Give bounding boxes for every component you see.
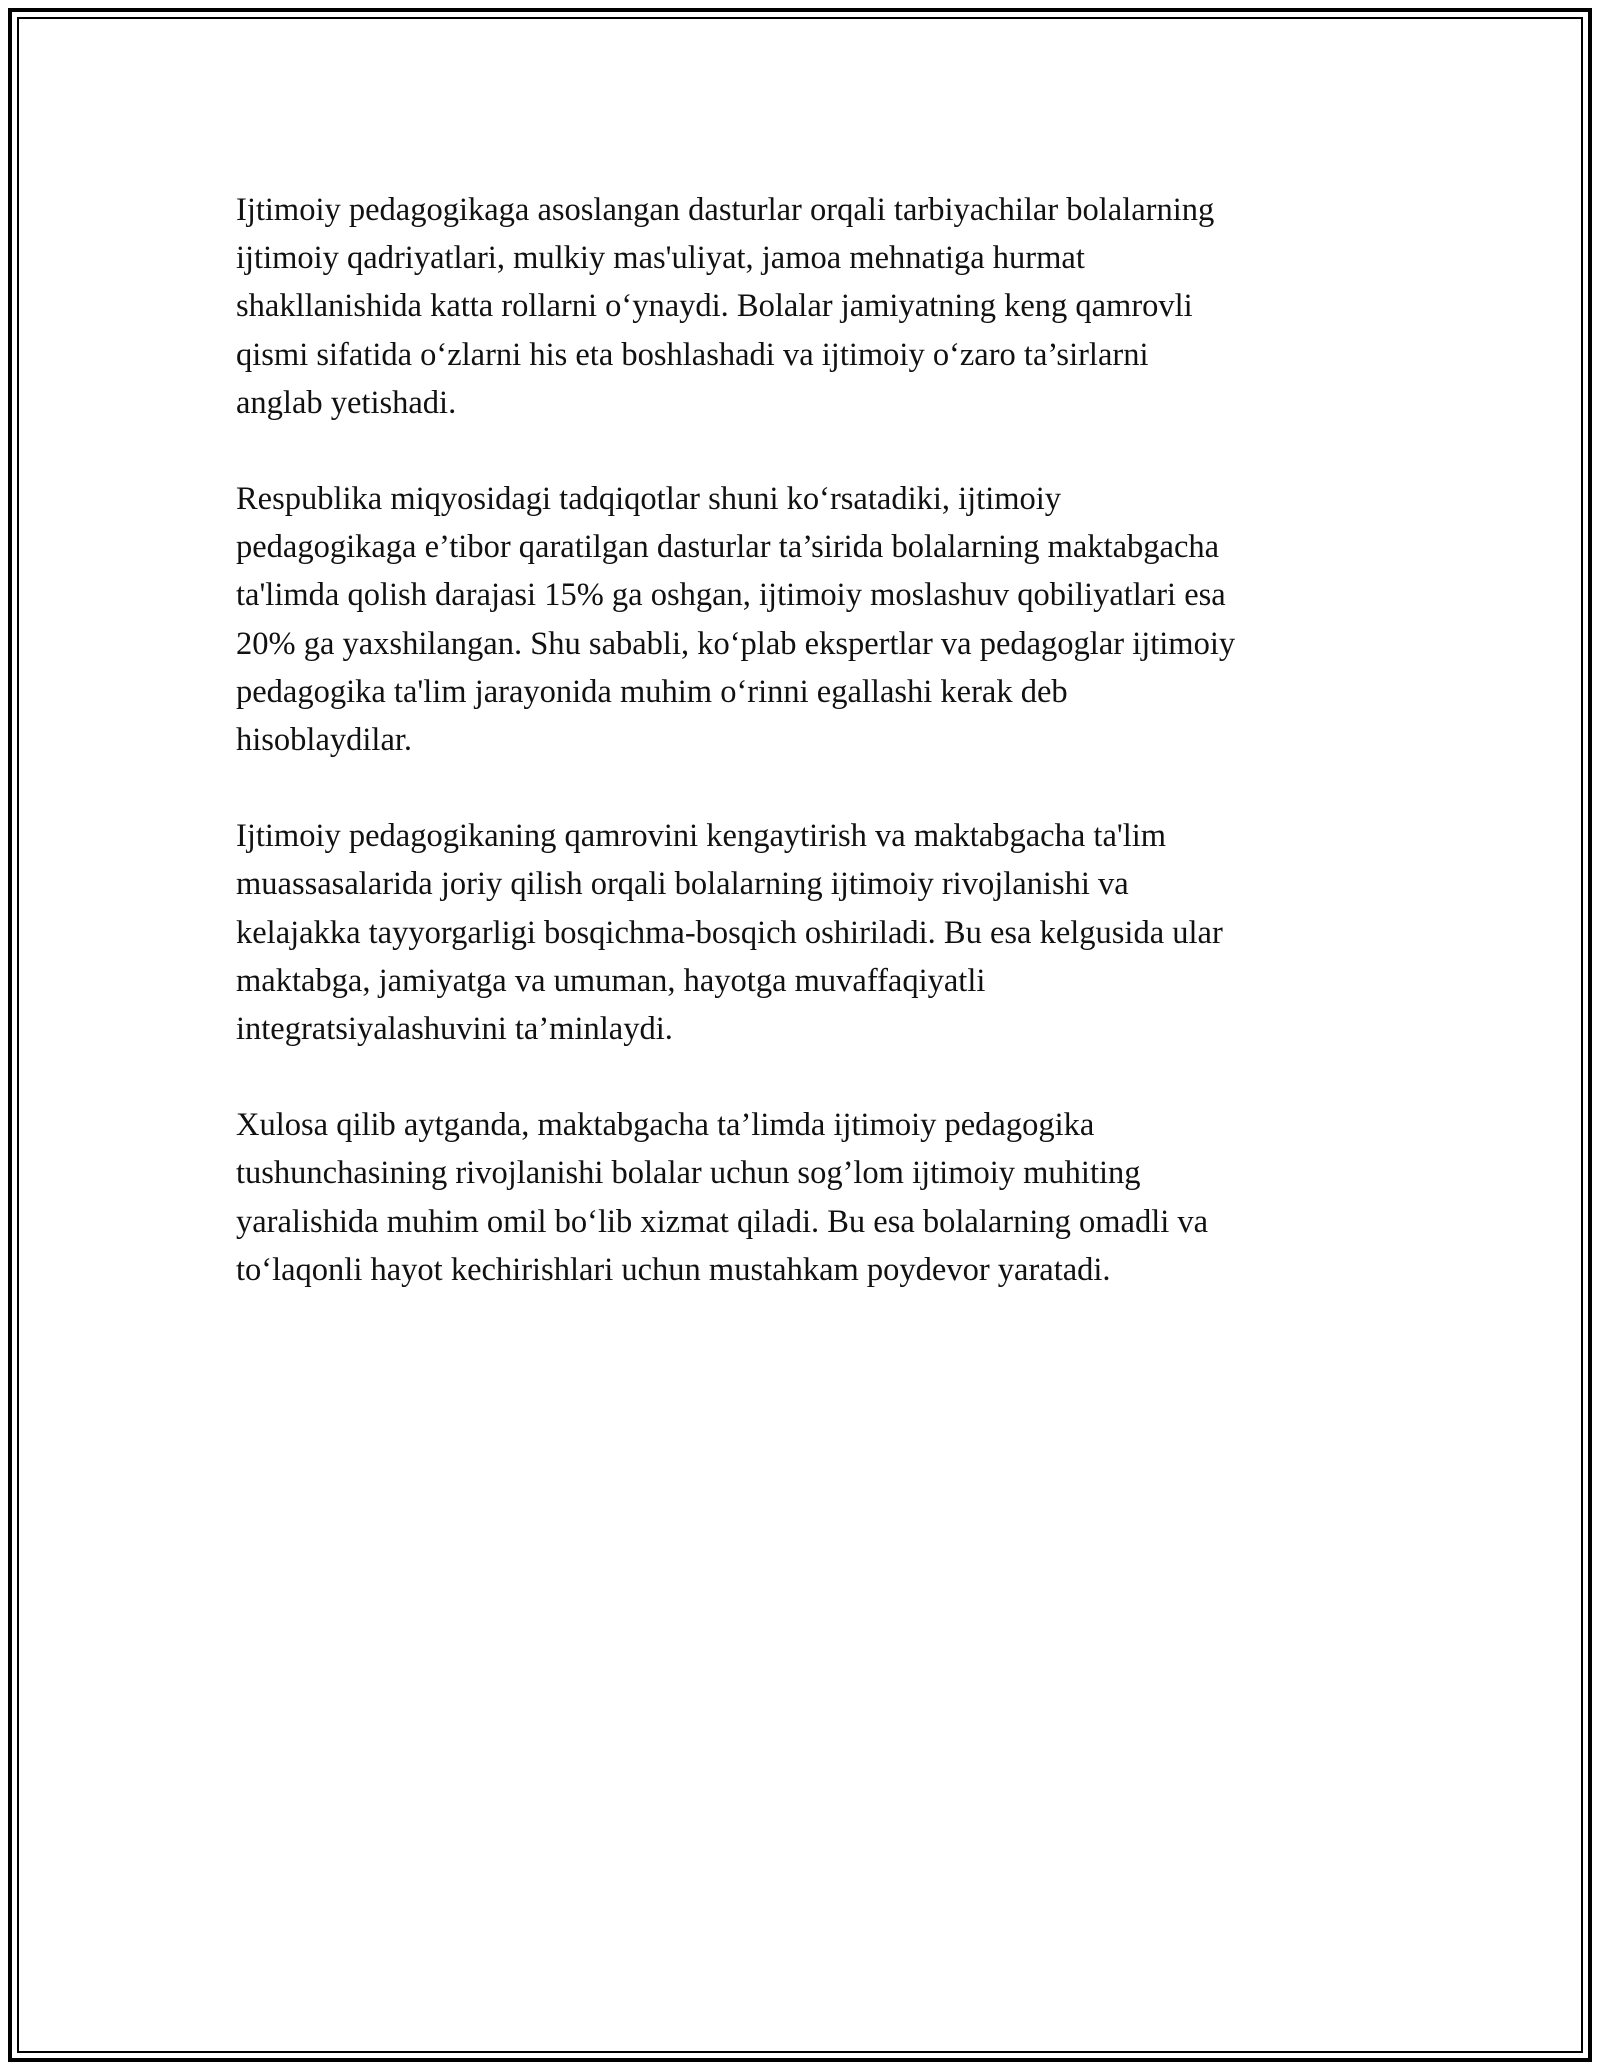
paragraph-line: Respublika miqyosidagi tadqiqotlar shuni ko‘rsatadiki, ijtimoiy [236, 481, 1062, 518]
paragraph-line: shakllanishida katta rollarni o‘ynaydi. Bolalar jamiyatning keng qamrovli [236, 288, 1193, 325]
paragraph-line: maktabga, jamiyatga va umuman, hayotga muvaffaqiyatli [236, 962, 986, 999]
paragraph-line: ijtimoiy qadriyatlari, mulkiy mas'uliyat, jamoa mehnatiga hurmat [236, 240, 1085, 277]
paragraph-2 [236, 475, 1386, 764]
paragraph-4 [236, 1101, 1386, 1294]
paragraph-line: anglab yetishadi. [236, 384, 457, 421]
paragraph-line: Xulosa qilib aytganda, maktabgacha ta’limda ijtimoiy pedagogika [236, 1107, 1095, 1144]
paragraph-line: hisoblaydilar. [236, 722, 413, 759]
paragraph-line: 20% ga yaxshilangan. Shu sababli, ko‘plab ekspertlar va pedagoglar ijtimoiy [236, 625, 1236, 662]
paragraph-line: tushunchasining rivojlanishi bolalar uchun sog’lom ijtimoiy muhiting [236, 1155, 1141, 1192]
paragraph-line: Ijtimoiy pedagogikaga asoslangan dasturlar orqali tarbiyachilar bolalarning [236, 192, 1215, 228]
paragraph-line: pedagogikaga e’tibor qaratilgan dasturlar ta’sirida bolalarning maktabgacha [236, 529, 1220, 566]
paragraph-line: ta'limda qolish darajasi 15% ga oshgan, ijtimoiy moslashuv qobiliyatlari esa [236, 577, 1226, 614]
document-body [236, 186, 1386, 1342]
paragraph-line: pedagogika ta'lim jarayonida muhim o‘rinni egallashi kerak deb [236, 673, 1068, 710]
paragraph-line: Ijtimoiy pedagogikaning qamrovini kengaytirish va maktabgacha ta'lim [236, 818, 1167, 855]
paragraph-line: yaralishida muhim omil bo‘lib xizmat qiladi. Bu esa bolalarning omadli va [236, 1203, 1209, 1240]
paragraph-3 [236, 812, 1386, 1053]
paragraph-line: muassasalarida joriy qilish orqali bolalarning ijtimoiy rivojlanishi va [236, 866, 1129, 903]
paragraph-line: kelajakka tayyorgarligi bosqichma-bosqich oshiriladi. Bu esa kelgusida ular [236, 914, 1223, 951]
paragraph-line: to‘laqonli hayot kechirishlari uchun mustahkam poydevor yaratadi. [236, 1251, 1111, 1288]
paragraph-line: qismi sifatida o‘zlarni his eta boshlashadi va ijtimoiy o‘zaro ta’sirlarni [236, 336, 1149, 373]
paragraph-line: integratsiyalashuvini ta’minlaydi. [236, 1011, 673, 1048]
paragraph-1 [236, 186, 1386, 427]
